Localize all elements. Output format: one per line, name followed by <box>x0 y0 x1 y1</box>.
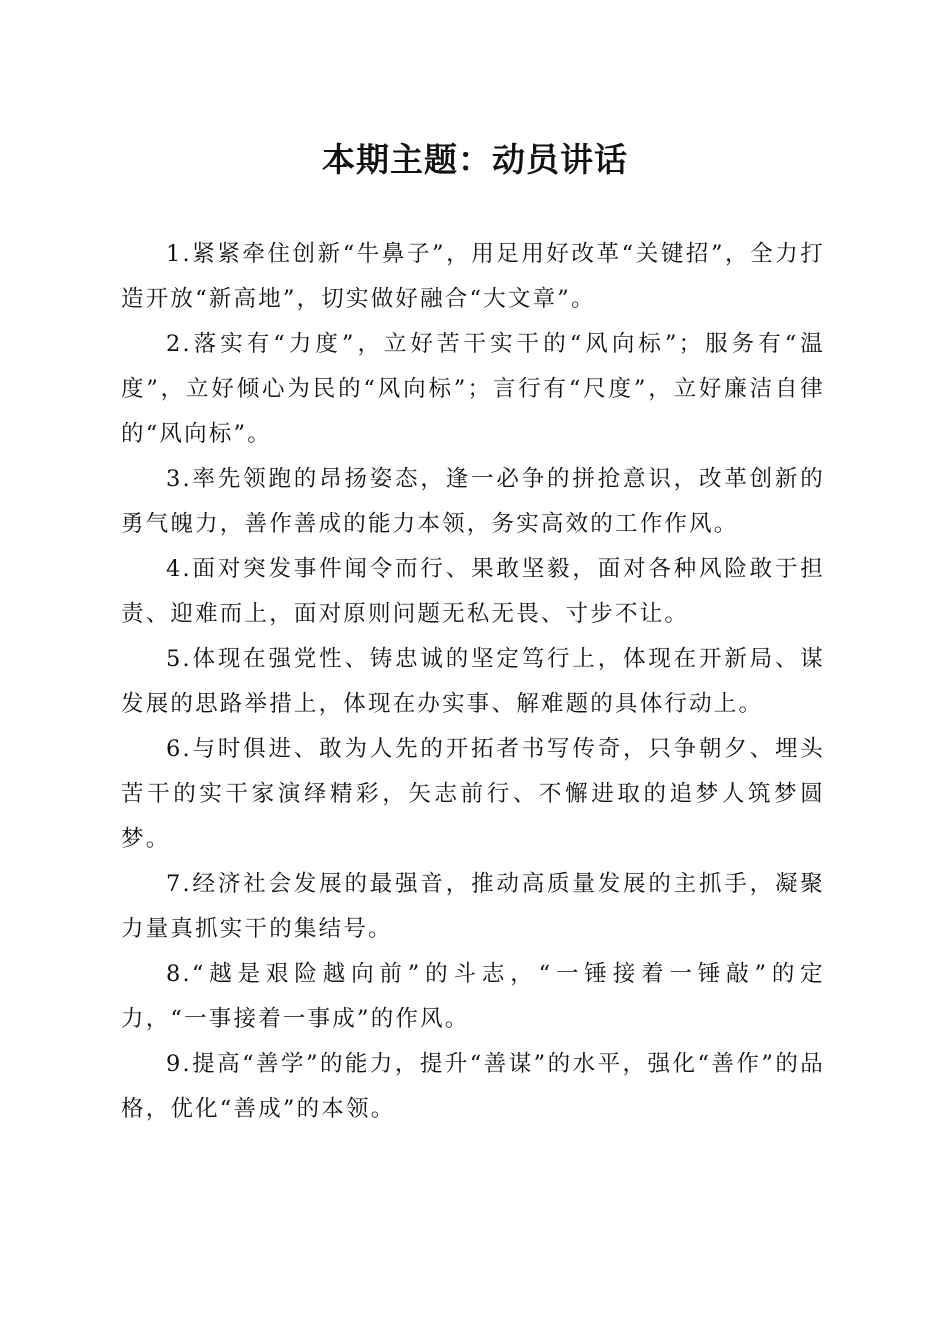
page-title: 本期主题：动员讲话 <box>322 140 628 179</box>
paragraph-4: 4.面对突发事件闻令而行、果敢坚毅，面对各种风险敢于担责、迎难而上，面对原则问题无私无畏、寸步不让。 <box>121 556 825 627</box>
paragraph-7: 7.经济社会发展的最强音，推动高质量发展的主抓手，凝聚力量真抓实干的集结号。 <box>121 871 825 942</box>
paragraph-3: 3.率先领跑的昂扬姿态，逢一必争的拼抢意识，改革创新的勇气魄力，善作善成的能力本领，务实高效的工作作风。 <box>121 466 825 537</box>
paragraph-6: 6.与时俱进、敢为人先的开拓者书写传奇，只争朝夕、埋头苦干的实干家演绎精彩，矢志前行、不懈进取的追梦人筑梦圆梦。 <box>121 736 825 852</box>
document-body <box>121 232 825 1132</box>
paragraph-5: 5.体现在强党性、铸忠诚的坚定笃行上，体现在开新局、谋发展的思路举措上，体现在办实事、解难题的具体行动上。 <box>121 646 825 717</box>
paragraph-8: 8.“越是艰险越向前”的斗志，“一锤接着一锤敲”的定力，“一事接着一事成”的作风。 <box>121 961 825 1032</box>
paragraph-1: 1.紧紧牵住创新“牛鼻子”，用足用好改革“关键招”，全力打造开放“新高地”，切实做好融合“大文章”。 <box>121 241 825 312</box>
paragraph-2: 2.落实有“力度”，立好苦干实干的“风向标”；服务有“温度”，立好倾心为民的“风向标”；言行有“尺度”，立好廉洁自律的“风向标”。 <box>121 331 825 447</box>
paragraph-9: 9.提高“善学”的能力，提升“善谋”的水平，强化“善作”的品格，优化“善成”的本领。 <box>121 1051 825 1122</box>
